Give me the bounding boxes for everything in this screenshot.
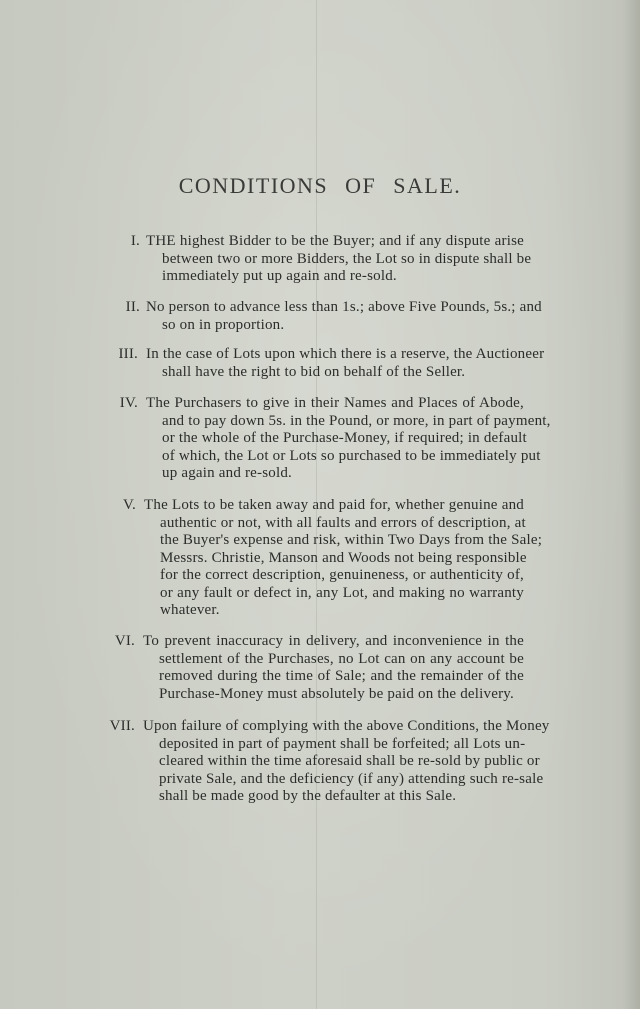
condition-line: shall have the right to bid on behalf of the Seller. xyxy=(162,363,466,380)
condition-line: the Buyer's expense and risk, within Two Days from the Sale; xyxy=(160,532,543,548)
condition-line: THE highest Bidder to be the Buyer; and if any dispute arise xyxy=(146,233,524,249)
condition-line: private Sale, and the deficiency (if any) attending such re-sale xyxy=(159,770,544,787)
page-edge xyxy=(622,0,640,1009)
condition-line: so on in proportion. xyxy=(162,316,285,333)
condition-text xyxy=(146,395,551,483)
condition-number: III. xyxy=(118,346,138,362)
condition-line: authentic or not, with all faults and errors of description, at xyxy=(160,514,526,531)
condition-number: V. xyxy=(122,497,136,513)
condition-text xyxy=(143,718,550,806)
condition-line: of which, the Lot or Lots so purchased to be immediately put xyxy=(162,447,541,464)
condition-number: VI. xyxy=(114,633,135,649)
condition-line: deposited in part of payment shall be forfeited; all Lots un- xyxy=(159,735,526,752)
condition-line: shall be made good by the defaulter at this Sale. xyxy=(159,788,457,804)
condition-text xyxy=(146,346,545,381)
condition-text xyxy=(143,633,524,703)
condition-line: Upon failure of complying with the above Conditions, the Money xyxy=(143,718,550,734)
condition-line: To prevent inaccuracy in delivery, and inconvenience in the xyxy=(143,633,524,649)
condition-line: The Lots to be taken away and paid for, whether genuine and xyxy=(144,497,524,513)
condition-line: up again and re-sold. xyxy=(162,465,292,481)
condition-line: No person to advance less than 1s.; above Five Pounds, 5s.; and xyxy=(146,299,542,315)
condition-line: or the whole of the Purchase-Money, if required; in default xyxy=(162,430,527,446)
condition-line: Messrs. Christie, Manson and Woods not being responsible xyxy=(160,549,527,566)
condition-number: II. xyxy=(125,299,140,315)
condition-line: whatever. xyxy=(160,602,220,618)
condition-text xyxy=(146,233,532,286)
condition-number: VII. xyxy=(109,718,135,734)
condition-text xyxy=(146,299,542,334)
page-title: CONDITIONS OF SALE. xyxy=(178,173,462,198)
condition-number: I. xyxy=(130,233,140,249)
condition-line: and to pay down 5s. in the Pound, or more, in part of payment, xyxy=(162,412,551,429)
condition-line: removed during the time of Sale; and the remainder of the xyxy=(159,668,524,684)
condition-text xyxy=(144,497,543,620)
condition-line: or any fault or defect in, any Lot, and making no warranty xyxy=(160,584,524,601)
condition-line: Purchase-Money must absolutely be paid on the delivery. xyxy=(159,685,514,702)
condition-line: immediately put up again and re-sold. xyxy=(162,268,397,284)
condition-line: settlement of the Purchases, no Lot can on any account be xyxy=(159,650,524,667)
condition-line: between two or more Bidders, the Lot so in dispute shall be xyxy=(162,250,532,267)
condition-line: cleared within the time aforesaid shall be re-sold by public or xyxy=(159,753,540,769)
condition-line: for the correct description, genuineness, or authenticity of, xyxy=(160,567,524,583)
condition-number: IV. xyxy=(119,395,138,411)
condition-line: In the case of Lots upon which there is a reserve, the Auctioneer xyxy=(146,346,545,362)
condition-line: The Purchasers to give in their Names and Places of Abode, xyxy=(146,395,524,411)
